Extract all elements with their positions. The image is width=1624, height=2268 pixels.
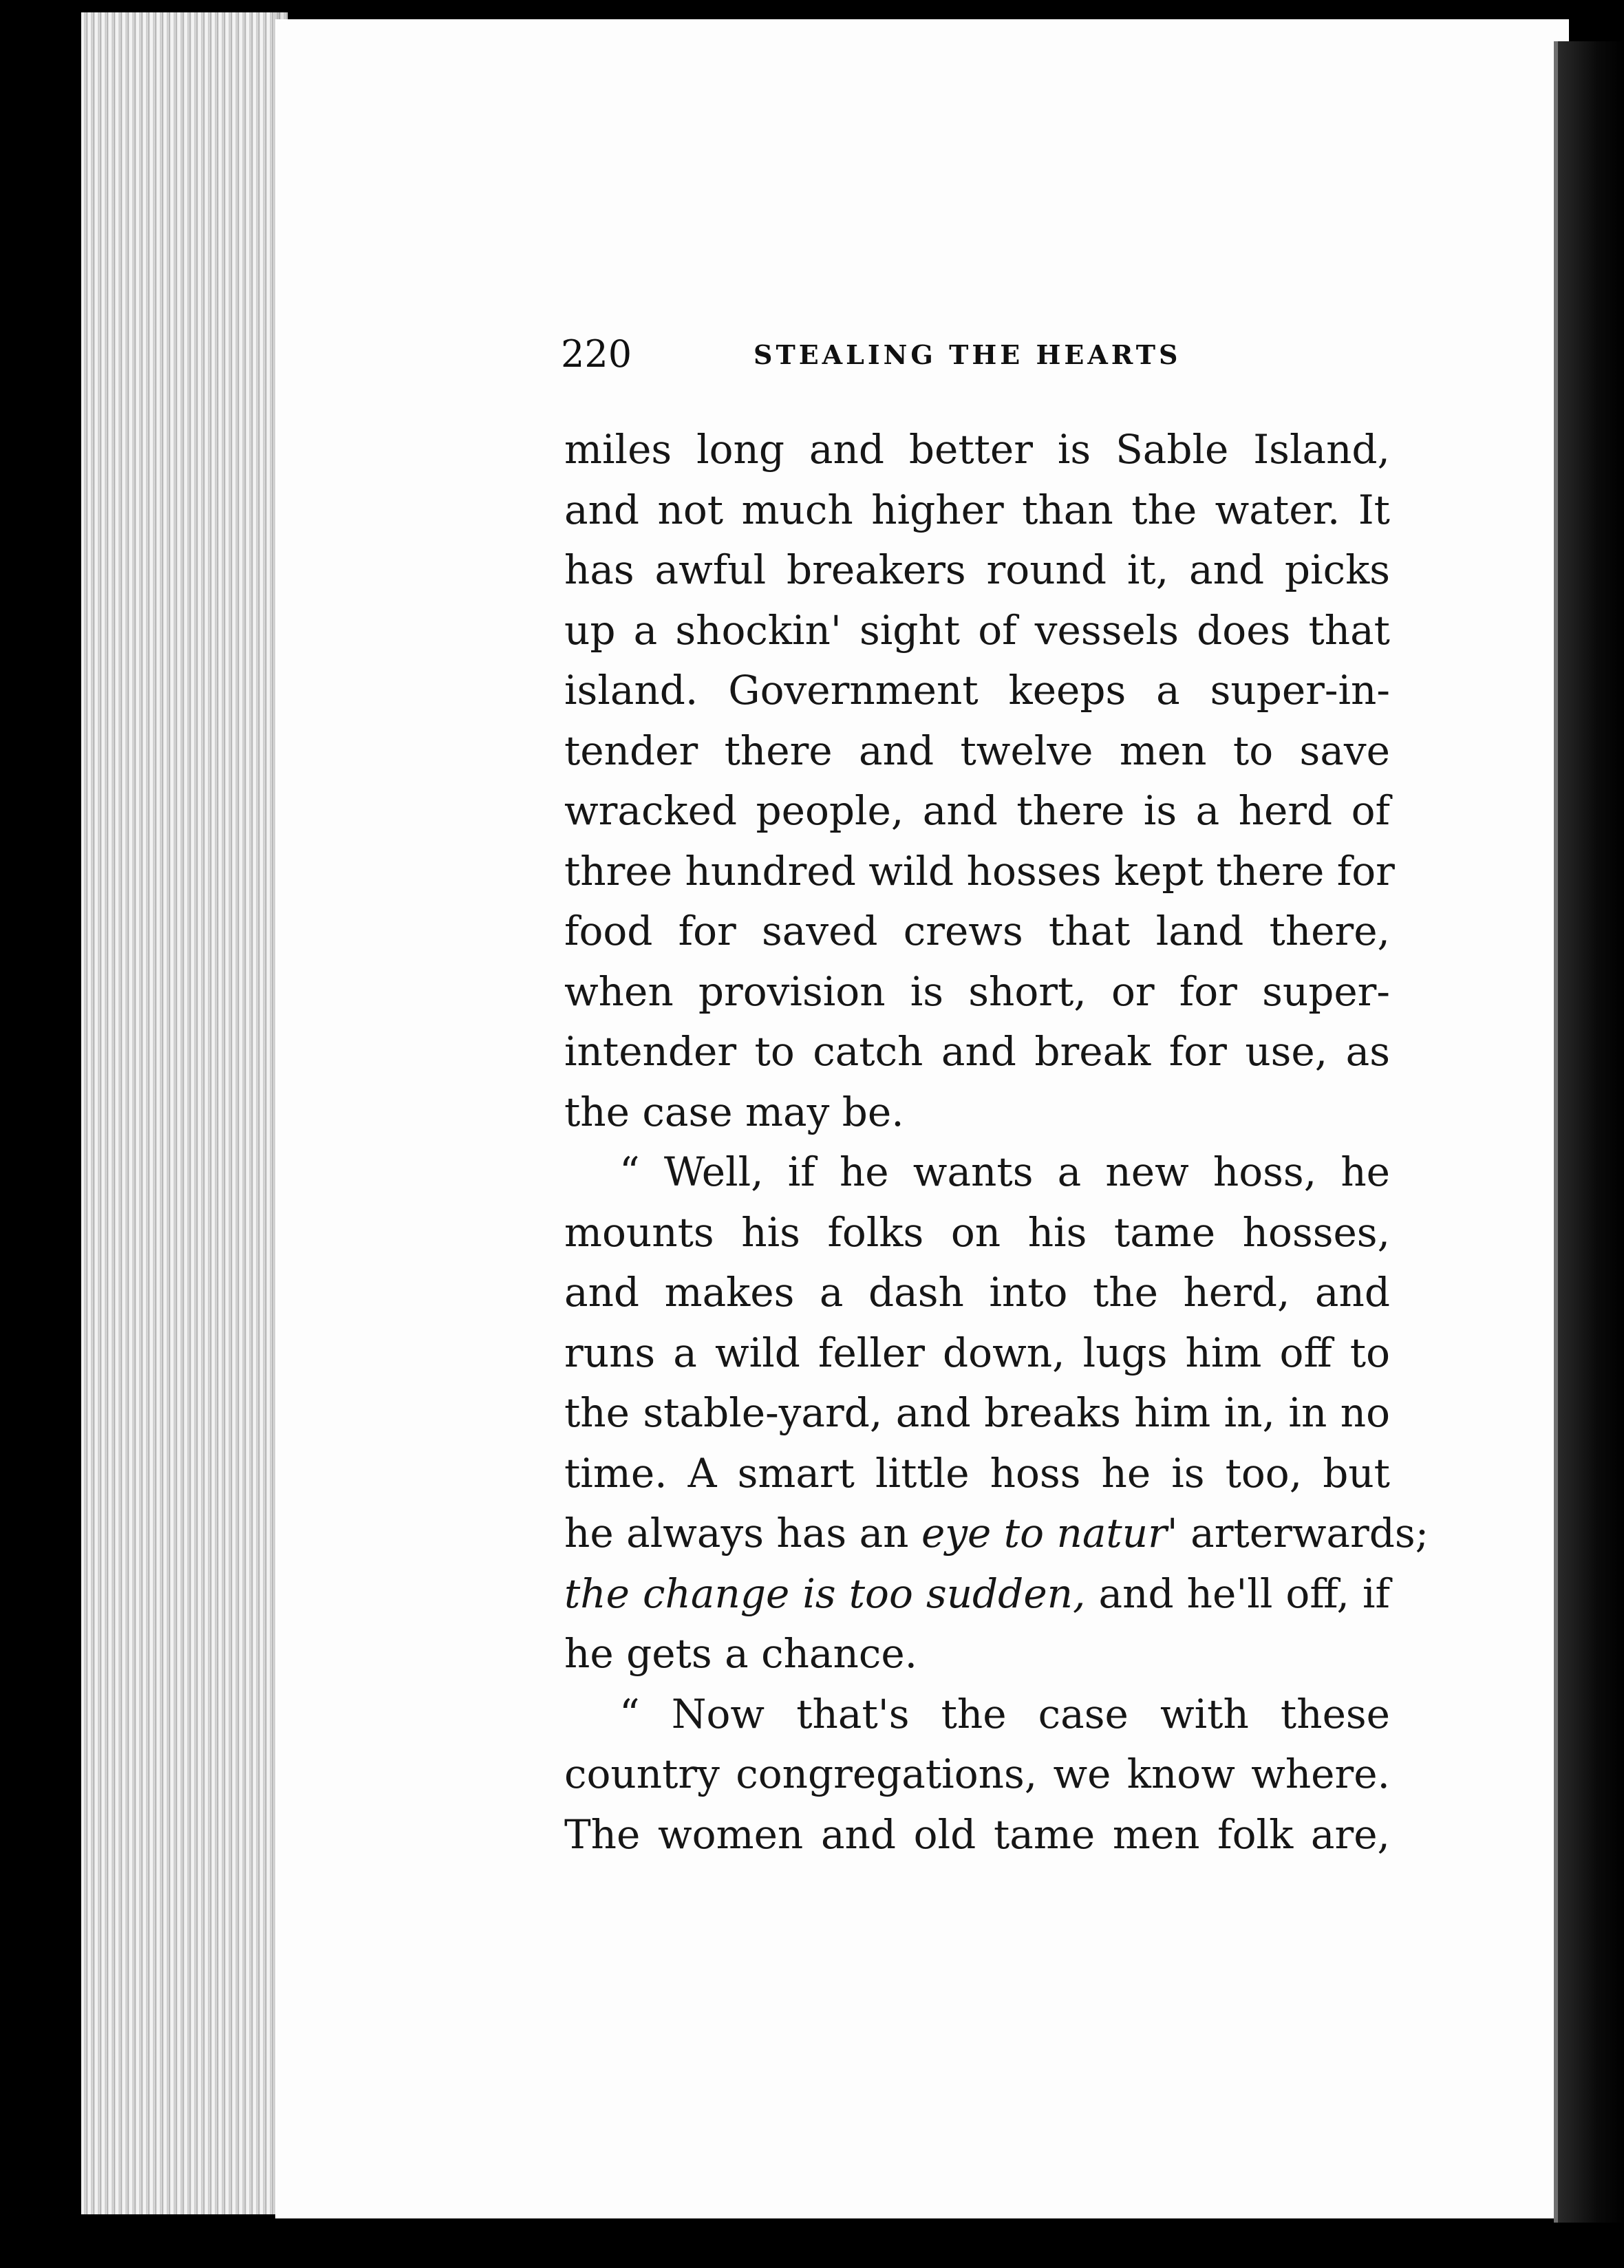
text-segment: and he'll off, if (1098, 1570, 1391, 1617)
text-line: time. A smart little hoss he is too, but (564, 1449, 1390, 1497)
text-line: country congregations, we know where. (564, 1751, 1390, 1797)
text-line: “ Now that's the case with these (619, 1690, 1390, 1737)
text-line (564, 1564, 1390, 1625)
text-line: and makes a dash into the herd, and (564, 1269, 1390, 1316)
text-line: has awful breakers round it, and picks (564, 546, 1390, 593)
running-head: STEALING THE HEARTS (754, 339, 1182, 370)
body-text (564, 420, 1429, 1865)
page-number: 220 (561, 332, 632, 376)
page-header (561, 330, 1455, 378)
text-segment: he always has an (564, 1510, 909, 1556)
italic-text: the change is too sudden, (564, 1570, 1086, 1617)
text-line: The women and old tame men folk are, (564, 1810, 1390, 1858)
book-page-edges (81, 12, 288, 2214)
book-spine-shadow (1558, 41, 1624, 2229)
text-line: he gets a chance. (564, 1630, 918, 1677)
text-line: food for saved crews that land there, (564, 908, 1390, 954)
text-line: and not much higher than the water. It (564, 486, 1390, 533)
italic-text: eye to natur' (921, 1510, 1178, 1556)
text-line: wracked people, and there is a herd of (564, 787, 1390, 834)
text-line: “ Well, if he wants a new hoss, he (619, 1148, 1390, 1195)
text-line: miles long and better is Sable Island, (564, 426, 1390, 473)
text-line: intender to catch and break for use, as (564, 1028, 1390, 1075)
text-line: up a shockin' sight of vessels does that (564, 606, 1390, 654)
text-line: the stable-yard, and breaks him in, in no (564, 1389, 1390, 1436)
text-line: the case may be. (564, 1088, 904, 1135)
text-line: when provision is short, or for super- (564, 967, 1390, 1015)
text-line: tender there and twelve men to save (564, 727, 1390, 774)
text-line (564, 1504, 1429, 1564)
text-line: runs a wild feller down, lugs him off to (564, 1329, 1390, 1376)
text-line: mounts his folks on his tame hosses, (564, 1208, 1390, 1256)
bottom-shadow (0, 2223, 1624, 2268)
text-line: three hundred wild hosses kept there for (564, 847, 1395, 895)
text-segment: arterwards; (1190, 1510, 1429, 1556)
text-line: island. Government keeps a super-in- (564, 667, 1390, 714)
